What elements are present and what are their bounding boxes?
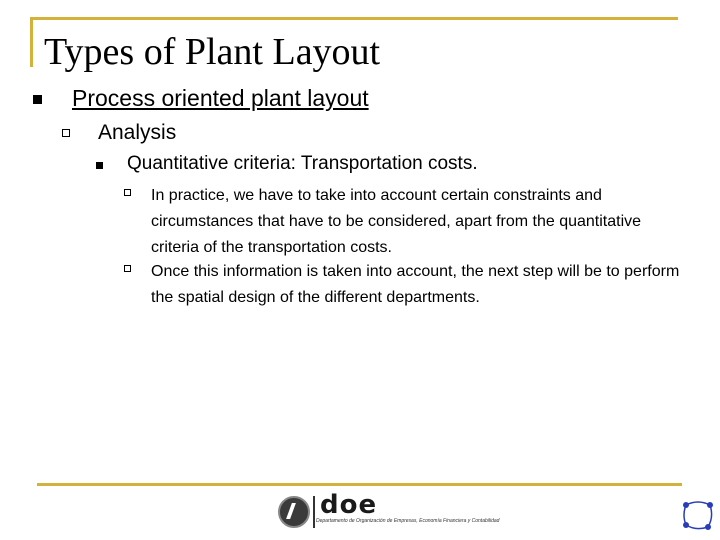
bullet-level-4-first-text: In practice, we have to take into account certain constraints and circumstances that have to be considered, apart from the quantitative criteria of the transportation costs. — [151, 187, 642, 256]
logo-divider — [313, 496, 315, 528]
bullet-level-3 — [96, 152, 478, 176]
footer-rule — [37, 483, 682, 486]
filled-square-bullet-icon — [33, 95, 42, 104]
bullet-level-4-second-text: Once this information is taken into account, the next step will be to perform the spatial design of the different departments. — [151, 263, 680, 306]
filled-square-bullet-icon — [96, 162, 103, 169]
bullet-level-2 — [62, 120, 176, 146]
bullet-level-4-second — [124, 259, 694, 311]
title-frame-left-rule — [30, 17, 33, 67]
bullet-level-1 — [33, 84, 369, 112]
bullet-level-1-text: Process oriented plant layout — [72, 85, 369, 111]
bullet-level-4-first — [124, 183, 694, 261]
hollow-square-bullet-icon — [124, 265, 131, 272]
title-frame-top-rule — [30, 17, 678, 20]
logo-subtitle: Departamento de Organización de Empresas, Economía Financiera y Contabilidad — [316, 518, 500, 524]
slide-title: Types of Plant Layout — [44, 31, 381, 73]
hollow-square-bullet-icon — [62, 129, 70, 137]
corner-decoration-icon — [680, 497, 716, 533]
department-logo — [278, 490, 518, 530]
logo-emblem-icon — [278, 496, 310, 528]
hollow-square-bullet-icon — [124, 189, 131, 196]
logo-wordmark: doe — [320, 490, 378, 520]
bullet-level-2-text: Analysis — [98, 121, 177, 144]
bullet-level-3-text: Quantitative criteria: Transportation costs. — [127, 153, 478, 174]
